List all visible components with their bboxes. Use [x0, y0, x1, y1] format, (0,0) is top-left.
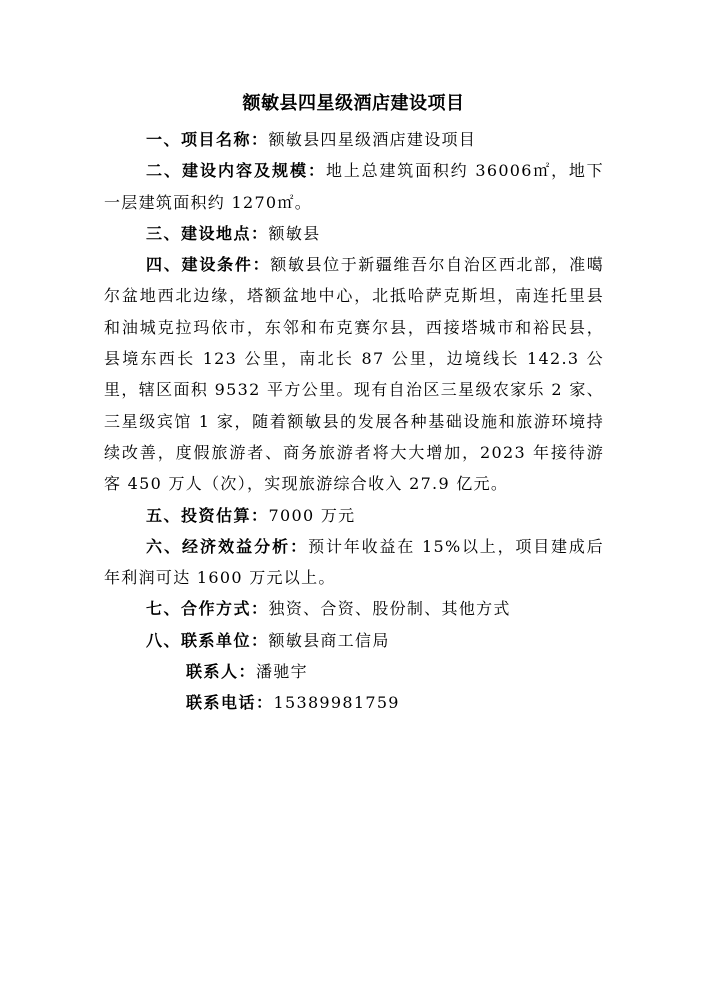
section-location — [104, 218, 604, 249]
section-label: 六、经济效益分析： — [146, 536, 309, 556]
contact-phone-label: 联系电话： — [186, 693, 274, 713]
section-label: 三、建设地点： — [146, 223, 269, 243]
section-label: 二、建设内容及规模： — [146, 161, 327, 181]
section-conditions — [104, 249, 604, 499]
contact-person-label: 联系人： — [186, 662, 257, 682]
contact-phone — [104, 687, 604, 718]
contact-phone-number: 15389981759 — [273, 693, 400, 713]
contact-person — [104, 656, 604, 687]
contact-person-name: 潘驰宇 — [256, 662, 308, 682]
document-title: 额敏县四星级酒店建设项目 — [242, 93, 465, 114]
section-text: 额敏县四星级酒店建设项目 — [268, 130, 477, 149]
section-construction-scale — [104, 155, 604, 218]
section-label: 一、项目名称： — [146, 130, 269, 149]
document-body — [104, 124, 604, 719]
section-investment — [104, 500, 604, 531]
section-label: 五、投资估算： — [146, 505, 269, 525]
section-contact-unit — [104, 625, 604, 656]
section-text: 额敏县 — [268, 223, 321, 243]
section-economic-analysis — [104, 531, 604, 594]
section-text: 额敏县位于新疆维吾尔自治区西北部，准噶尔盆地西北边缘，塔额盆地中心，北抵哈萨克斯坦，南连托里县和油城克拉玛依市，东邻和布克赛尔县，西接塔城市和裕民县，县境东西长 123 公里，南北长 87 公里，边境线长 142.3 公里，辖区面积 9532 平方公里。现有自治区三星级农家乐 2 家、三星级宾馆 1 家，随着额敏县的发展各种基础设施和旅游环境持续改善，度假旅游者、商务旅游者将大大增加，2023 年接待游客 450 万人（次），实现旅游综合收入 27.9 亿元。 — [104, 255, 604, 494]
section-project-name — [104, 124, 604, 155]
section-text: 预计年收益在 15%以上，项目建成后年利润可达 1600 万元以上。 — [104, 536, 604, 588]
section-label: 七、合作方式： — [146, 599, 269, 619]
section-text: 地上总建筑面积约 36006㎡，地下一层建筑面积约 1270㎡。 — [104, 161, 604, 212]
section-text: 7000 万元 — [268, 505, 356, 525]
section-text: 独资、合资、股份制、其他方式 — [268, 599, 511, 619]
section-label: 四、建设条件： — [146, 255, 271, 275]
section-text: 额敏县商工信局 — [268, 630, 390, 650]
section-cooperation — [104, 593, 604, 624]
section-label: 八、联系单位： — [146, 630, 269, 650]
